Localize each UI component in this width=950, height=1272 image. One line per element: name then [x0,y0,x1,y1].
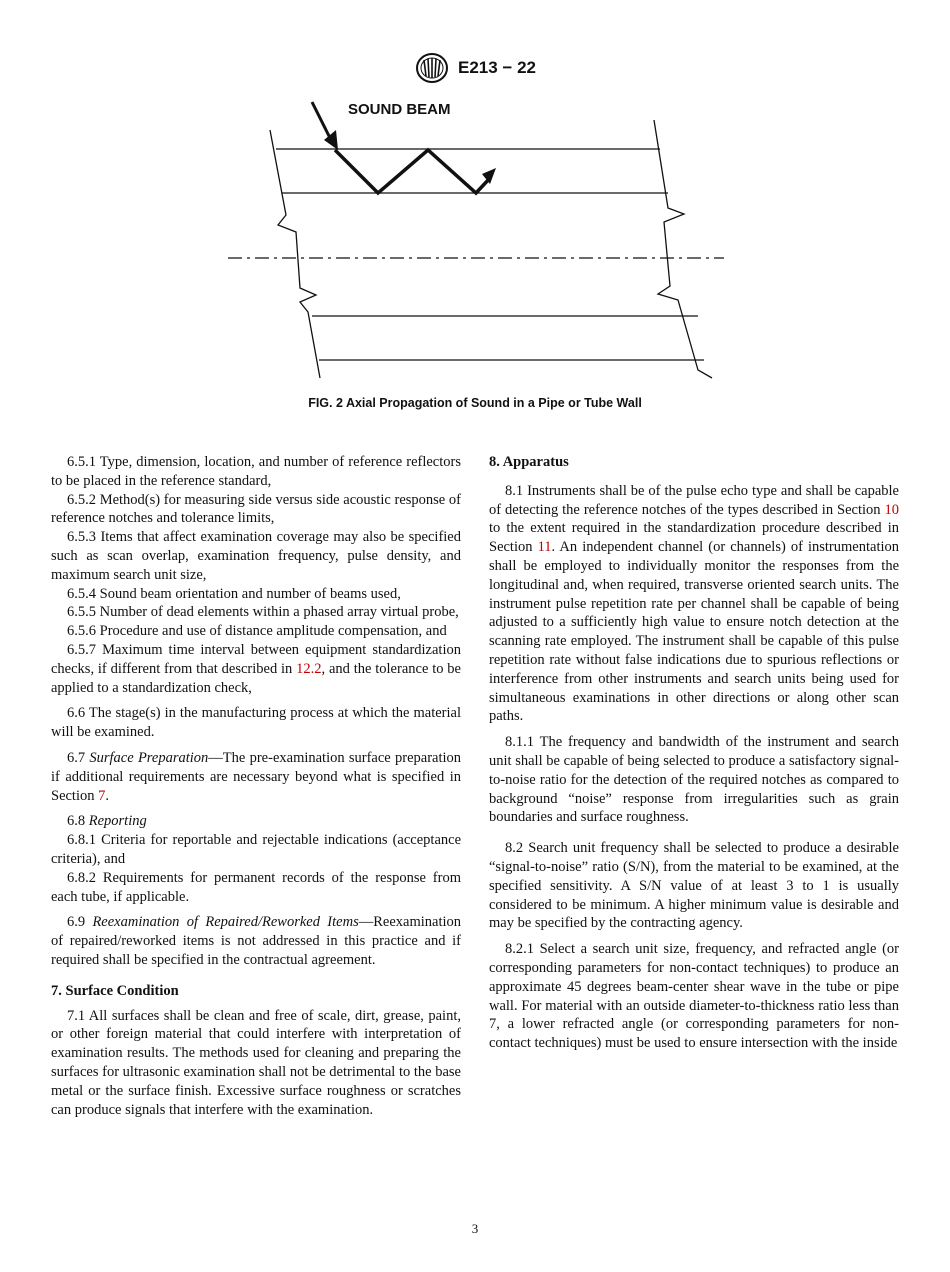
paragraph-6-5-3: 6.5.3 Items that affect examination coverage may also be specified such as scan overlap, examination frequency, pulse density, and maximum search unit size, [51,529,461,583]
left-column [51,453,461,1119]
paragraph-6-8-2: 6.8.2 Requirements for permanent records of the response from each tube, if applicable. [51,869,461,905]
paragraph-6-9 [51,913,461,969]
paragraph-8-1-1: 8.1.1 The frequency and bandwidth of the instrument and search unit shall be capable of being selected to produce a satisfactory signal-to-noise ratio for the detection of the required notches as compared to background “noise” response from irregularities such as grain boundaries and surface roughness. [489,734,899,826]
paragraph-6-8 [51,812,461,831]
right-column [489,453,899,1053]
sound-beam-label: SOUND BEAM [348,101,451,118]
paragraph-6-5-2: 6.5.2 Method(s) for measuring side versus side acoustic response of reference notches and tolerance limits, [51,491,461,527]
standard-designation: E213 − 22 [458,58,536,77]
paragraph-6-9-title: Reexamination of Repaired/Reworked Items [92,914,359,931]
paragraph-8-1-text-b: to the extent required in the standardization procedure described in Section [489,520,899,556]
paragraph-8-2: 8.2 Search unit frequency shall be selected to produce a desirable “signal-to-noise” ratio (S/N), from the material to be examined, at the specified sensitivity. A S/N value of at least 3 to 1 is usually considered to be minimum. A higher minimum value is desirable and may be specified by the contracting agency. [489,840,899,932]
paragraph-6-7-text-a: —The pre-examination surface preparation if additional requirements are necessary beyond what is specified in Section [51,749,462,804]
section-7-heading: 7. Surface Condition [51,982,179,999]
paragraph-6-5-4: 6.5.4 Sound beam orientation and number of beams used, [67,585,401,602]
pipe-wall-diagram [220,90,740,390]
paragraph-8-1 [489,482,899,726]
paragraph-6-9-number: 6.9 [67,914,93,931]
paragraph-8-2-1: 8.2.1 Select a search unit size, frequency, and refracted angle (or corresponding parameters for non-contact techniques) to produce an approximate 45 degrees beam-center shear wave in the tube or pipe wall. For material with an outside diameter-to-thickness ratio less than 7, a lower refracted angle (or corresponding parameters for non-contact techniques) must be used to ensure intersection with the inside [489,941,899,1052]
section-7-link[interactable]: 7 [98,787,106,804]
paragraph-6-5-7 [51,641,461,697]
paragraph-6-5-6: 6.5.6 Procedure and use of distance amplitude compensation, and [67,623,447,640]
section-10-link[interactable]: 10 [884,501,899,518]
paragraph-6-7-title: Surface Preparation [89,749,209,766]
paragraph-6-7-text-b: . [105,787,109,804]
incident-beam-line [312,102,330,138]
section-11-link[interactable]: 11 [537,539,552,556]
paragraph-6-7 [51,749,461,805]
paragraph-6-6: 6.6 The stage(s) in the manufacturing process at which the material will be examined. [51,705,461,741]
paragraph-8-1-text-a: 8.1 Instruments shall be of the pulse echo type and shall be capable of detecting the reference notches of the types described in Section [489,482,899,518]
paragraph-6-8-title: Reporting [88,813,147,830]
paragraph-8-1-text-c: . An independent channel (or channels) of instrumentation shall be employed to individually monitor the responses from the longitudinal and, when required, transverse oriented search units. The instrument pulse repetition rate per channel shall be capable of being adjusted to a sufficiently high value to ensure notch detection at the scanning rate employed. The instrument shall be capable of this pulse repetition rate without false indications due to spurious reflections or interference from other instruments and search units being used for simultaneous examinations in other directions or along other scan paths. [489,539,899,725]
left-break-line [270,130,320,378]
figure-2 [220,90,740,390]
zigzag-beam-path [335,150,490,193]
paragraph-6-8-number: 6.8 [67,813,89,830]
page-number: 3 [471,1221,479,1236]
paragraph-6-8-1: 6.8.1 Criteria for reportable and rejectable indications (acceptance criteria), and [51,832,461,867]
paragraph-6-9-text: —Reexamination of repaired/reworked items is not addressed in this practice and if required shall be specified in the contractual agreement. [51,914,461,968]
astm-logo-icon [414,52,450,84]
paragraph-6-5-7-text-b: , and the tolerance to be applied to a standardization check, [51,660,461,696]
section-8-heading: 8. Apparatus [489,454,569,470]
paragraph-6-5-5: 6.5.5 Number of dead elements within a phased array virtual probe, [67,604,459,621]
paragraph-7-1: 7.1 All surfaces shall be clean and free of scale, dirt, grease, paint, or other foreign material that could interfere with interpretation of examination results. The methods used for cleaning and preparing the surfaces for ultrasonic examination shall not be detrimental to the base metal or the surface finish. Excessive surface roughness or scratches can produce signals that interfere with the examination. [51,1007,461,1118]
paragraph-6-7-number: 6.7 [67,749,90,766]
reflected-beam-arrowhead [482,168,496,184]
figure-caption: FIG. 2 Axial Propagation of Sound in a Pipe or Tube Wall [308,396,642,410]
paragraph-6-5-1: 6.5.1 Type, dimension, location, and number of reference reflectors to be placed in the reference standard, [51,454,461,489]
page-header [0,52,950,84]
section-12-2-link[interactable]: 12.2 [296,660,322,677]
paragraph-6-5-7-text-a: 6.5.7 Maximum time interval between equipment standardization checks, if different from that described in [51,641,461,677]
right-break-line [654,120,712,378]
